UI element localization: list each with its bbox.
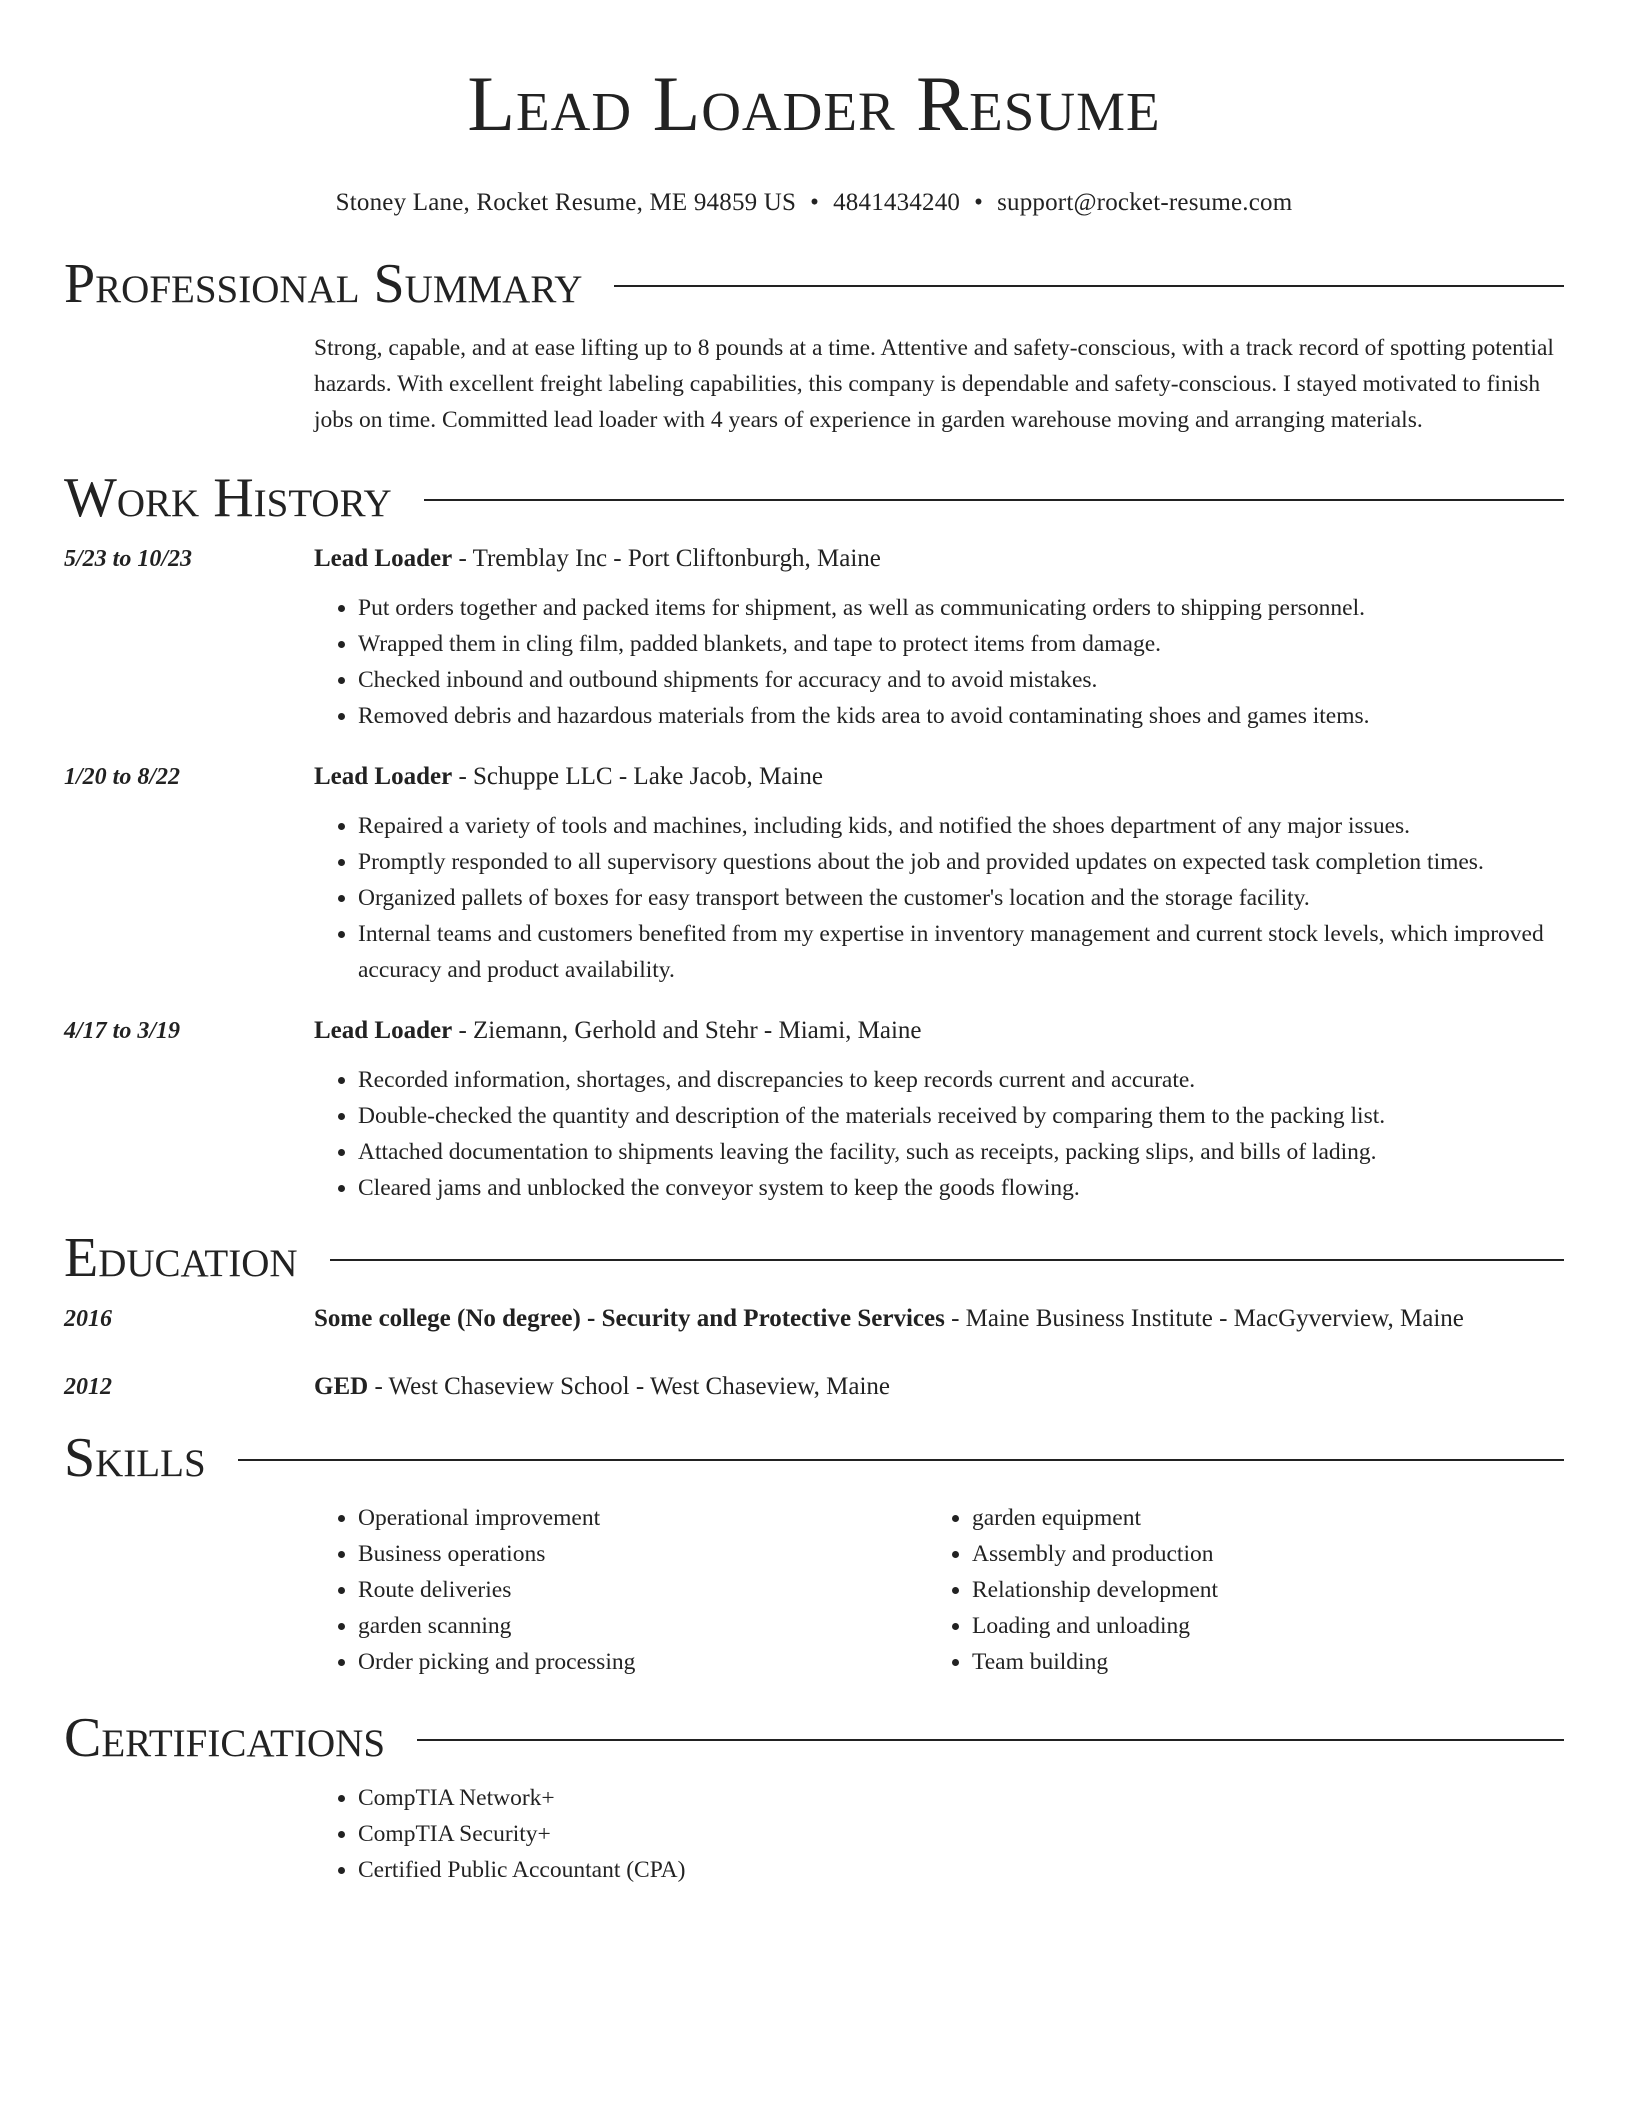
job-details: - Schuppe LLC - Lake Jacob, Maine <box>452 763 823 790</box>
list-item: • Recorded information, shortages, and discrepancies to keep records current and accurate. <box>358 1062 1564 1098</box>
education-details: - West Chaseview School - West Chaseview, Maine <box>368 1373 890 1400</box>
separator: • <box>974 189 984 216</box>
skill-item: • Team building <box>972 1644 1542 1680</box>
job-dates: 5/23 to 10/23 <box>64 546 193 572</box>
address: Stoney Lane, Rocket Resume, ME 94859 US <box>335 189 797 216</box>
job-entry <box>64 760 1564 988</box>
certifications-list <box>314 1780 1564 1888</box>
job-role: Lead Loader <box>314 1017 453 1044</box>
certification-item: • CompTIA Security+ <box>358 1816 1564 1852</box>
education-entry <box>64 1302 1564 1336</box>
job-heading <box>314 1014 1564 1048</box>
list-item: • Attached documentation to shipments leaving the facility, such as receipts, packing slips, and bills of lading. <box>358 1134 1564 1170</box>
skill-item: • Order picking and processing <box>358 1644 928 1680</box>
education-section-header <box>64 1228 1564 1288</box>
skill-item: • Business operations <box>358 1536 928 1572</box>
list-item: • Promptly responded to all supervisory questions about the job and provided updates on expected task completion times. <box>358 844 1564 880</box>
certifications-items <box>314 1780 1564 1888</box>
job-dates: 4/17 to 3/19 <box>64 1018 181 1044</box>
list-item: • Cleared jams and unblocked the conveyor system to keep the goods flowing. <box>358 1170 1564 1206</box>
contact-line <box>64 188 1564 218</box>
skills-section-header <box>64 1428 1564 1488</box>
list-item: • Internal teams and customers benefited from my expertise in inventory management and current stock levels, which improved accuracy and product availability. <box>358 916 1564 988</box>
skill-item: • Relationship development <box>972 1572 1542 1608</box>
education-heading <box>314 1370 1564 1404</box>
email: support@rocket-resume.com <box>997 189 1293 216</box>
education-degree: GED <box>314 1373 369 1400</box>
skills-list <box>314 1500 1564 1680</box>
summary-section-header <box>64 254 1564 314</box>
job-dates: 1/20 to 8/22 <box>64 764 181 790</box>
section-title-work: Work History <box>64 467 392 529</box>
job-bullets <box>314 1062 1564 1206</box>
skills-column-right <box>928 1500 1542 1680</box>
education-year: 2012 <box>64 1374 112 1400</box>
job-details: - Ziemann, Gerhold and Stehr - Miami, Maine <box>452 1017 922 1044</box>
job-entry <box>64 1014 1564 1206</box>
education-heading <box>314 1302 1564 1336</box>
education-year: 2016 <box>64 1306 112 1332</box>
education-body <box>314 1370 1564 1404</box>
job-heading <box>314 760 1564 794</box>
list-item: • Wrapped them in cling film, padded blankets, and tape to protect items from damage. <box>358 626 1564 662</box>
resume-title: Lead Loader Resume <box>467 60 1161 147</box>
job-bullets <box>314 590 1564 734</box>
section-title-summary: Professional Summary <box>64 253 583 315</box>
skill-item: • Loading and unloading <box>972 1608 1542 1644</box>
list-item: • Double-checked the quantity and description of the materials received by comparing them to the packing list. <box>358 1098 1564 1134</box>
list-item: • Removed debris and hazardous materials from the kids area to avoid contaminating shoes and games items. <box>358 698 1564 734</box>
skill-item: • Assembly and production <box>972 1536 1542 1572</box>
section-divider <box>330 1259 1564 1261</box>
section-title-skills: Skills <box>64 1427 206 1489</box>
skill-item: • garden scanning <box>358 1608 928 1644</box>
education-degree: Some college (No degree) - Security and Protective Services <box>314 1305 945 1332</box>
job-body <box>314 1014 1564 1206</box>
skills-column-left <box>314 1500 928 1680</box>
section-divider <box>238 1459 1564 1461</box>
list-item: • Put orders together and packed items for shipment, as well as communicating orders to shipping personnel. <box>358 590 1564 626</box>
list-item: • Repaired a variety of tools and machines, including kids, and notified the shoes department of any major issues. <box>358 808 1564 844</box>
certification-item: • CompTIA Network+ <box>358 1780 1564 1816</box>
skill-item: • garden equipment <box>972 1500 1542 1536</box>
certifications-section-header <box>64 1708 1564 1768</box>
separator: • <box>810 189 820 216</box>
job-heading <box>314 542 1564 576</box>
section-title-certifications: Certifications <box>64 1707 386 1769</box>
phone: 4841434240 <box>833 189 961 216</box>
job-role: Lead Loader <box>314 763 453 790</box>
section-divider <box>417 1739 1564 1741</box>
skill-item: • Operational improvement <box>358 1500 928 1536</box>
job-entry <box>64 542 1564 734</box>
list-item: • Checked inbound and outbound shipments for accuracy and to avoid mistakes. <box>358 662 1564 698</box>
education-entry <box>64 1370 1564 1404</box>
section-divider <box>424 499 1564 501</box>
section-divider <box>614 285 1564 287</box>
education-body <box>314 1302 1564 1336</box>
certification-item: • Certified Public Accountant (CPA) <box>358 1852 1564 1888</box>
section-title-education: Education <box>64 1227 298 1289</box>
job-role: Lead Loader <box>314 545 453 572</box>
resume-page <box>64 0 1564 1888</box>
skill-item: • Route deliveries <box>358 1572 928 1608</box>
job-details: - Tremblay Inc - Port Cliftonburgh, Maine <box>452 545 881 572</box>
education-details: - Maine Business Institute - MacGyverview, Maine <box>944 1305 1464 1332</box>
work-section-header <box>64 468 1564 528</box>
job-body <box>314 542 1564 734</box>
list-item: • Organized pallets of boxes for easy transport between the customer's location and the storage facility. <box>358 880 1564 916</box>
job-body <box>314 760 1564 988</box>
summary-text: Strong, capable, and at ease lifting up to 8 pounds at a time. Attentive and safety-conscious, with a track record of spotting potential hazards. With excellent freight labeling capabilities, this company is dependable and safety-conscious. I stayed motivated to finish jobs on time. Committed lead loader with 4 years of experience in garden warehouse moving and arranging materials. <box>314 335 1554 433</box>
job-bullets <box>314 808 1564 988</box>
